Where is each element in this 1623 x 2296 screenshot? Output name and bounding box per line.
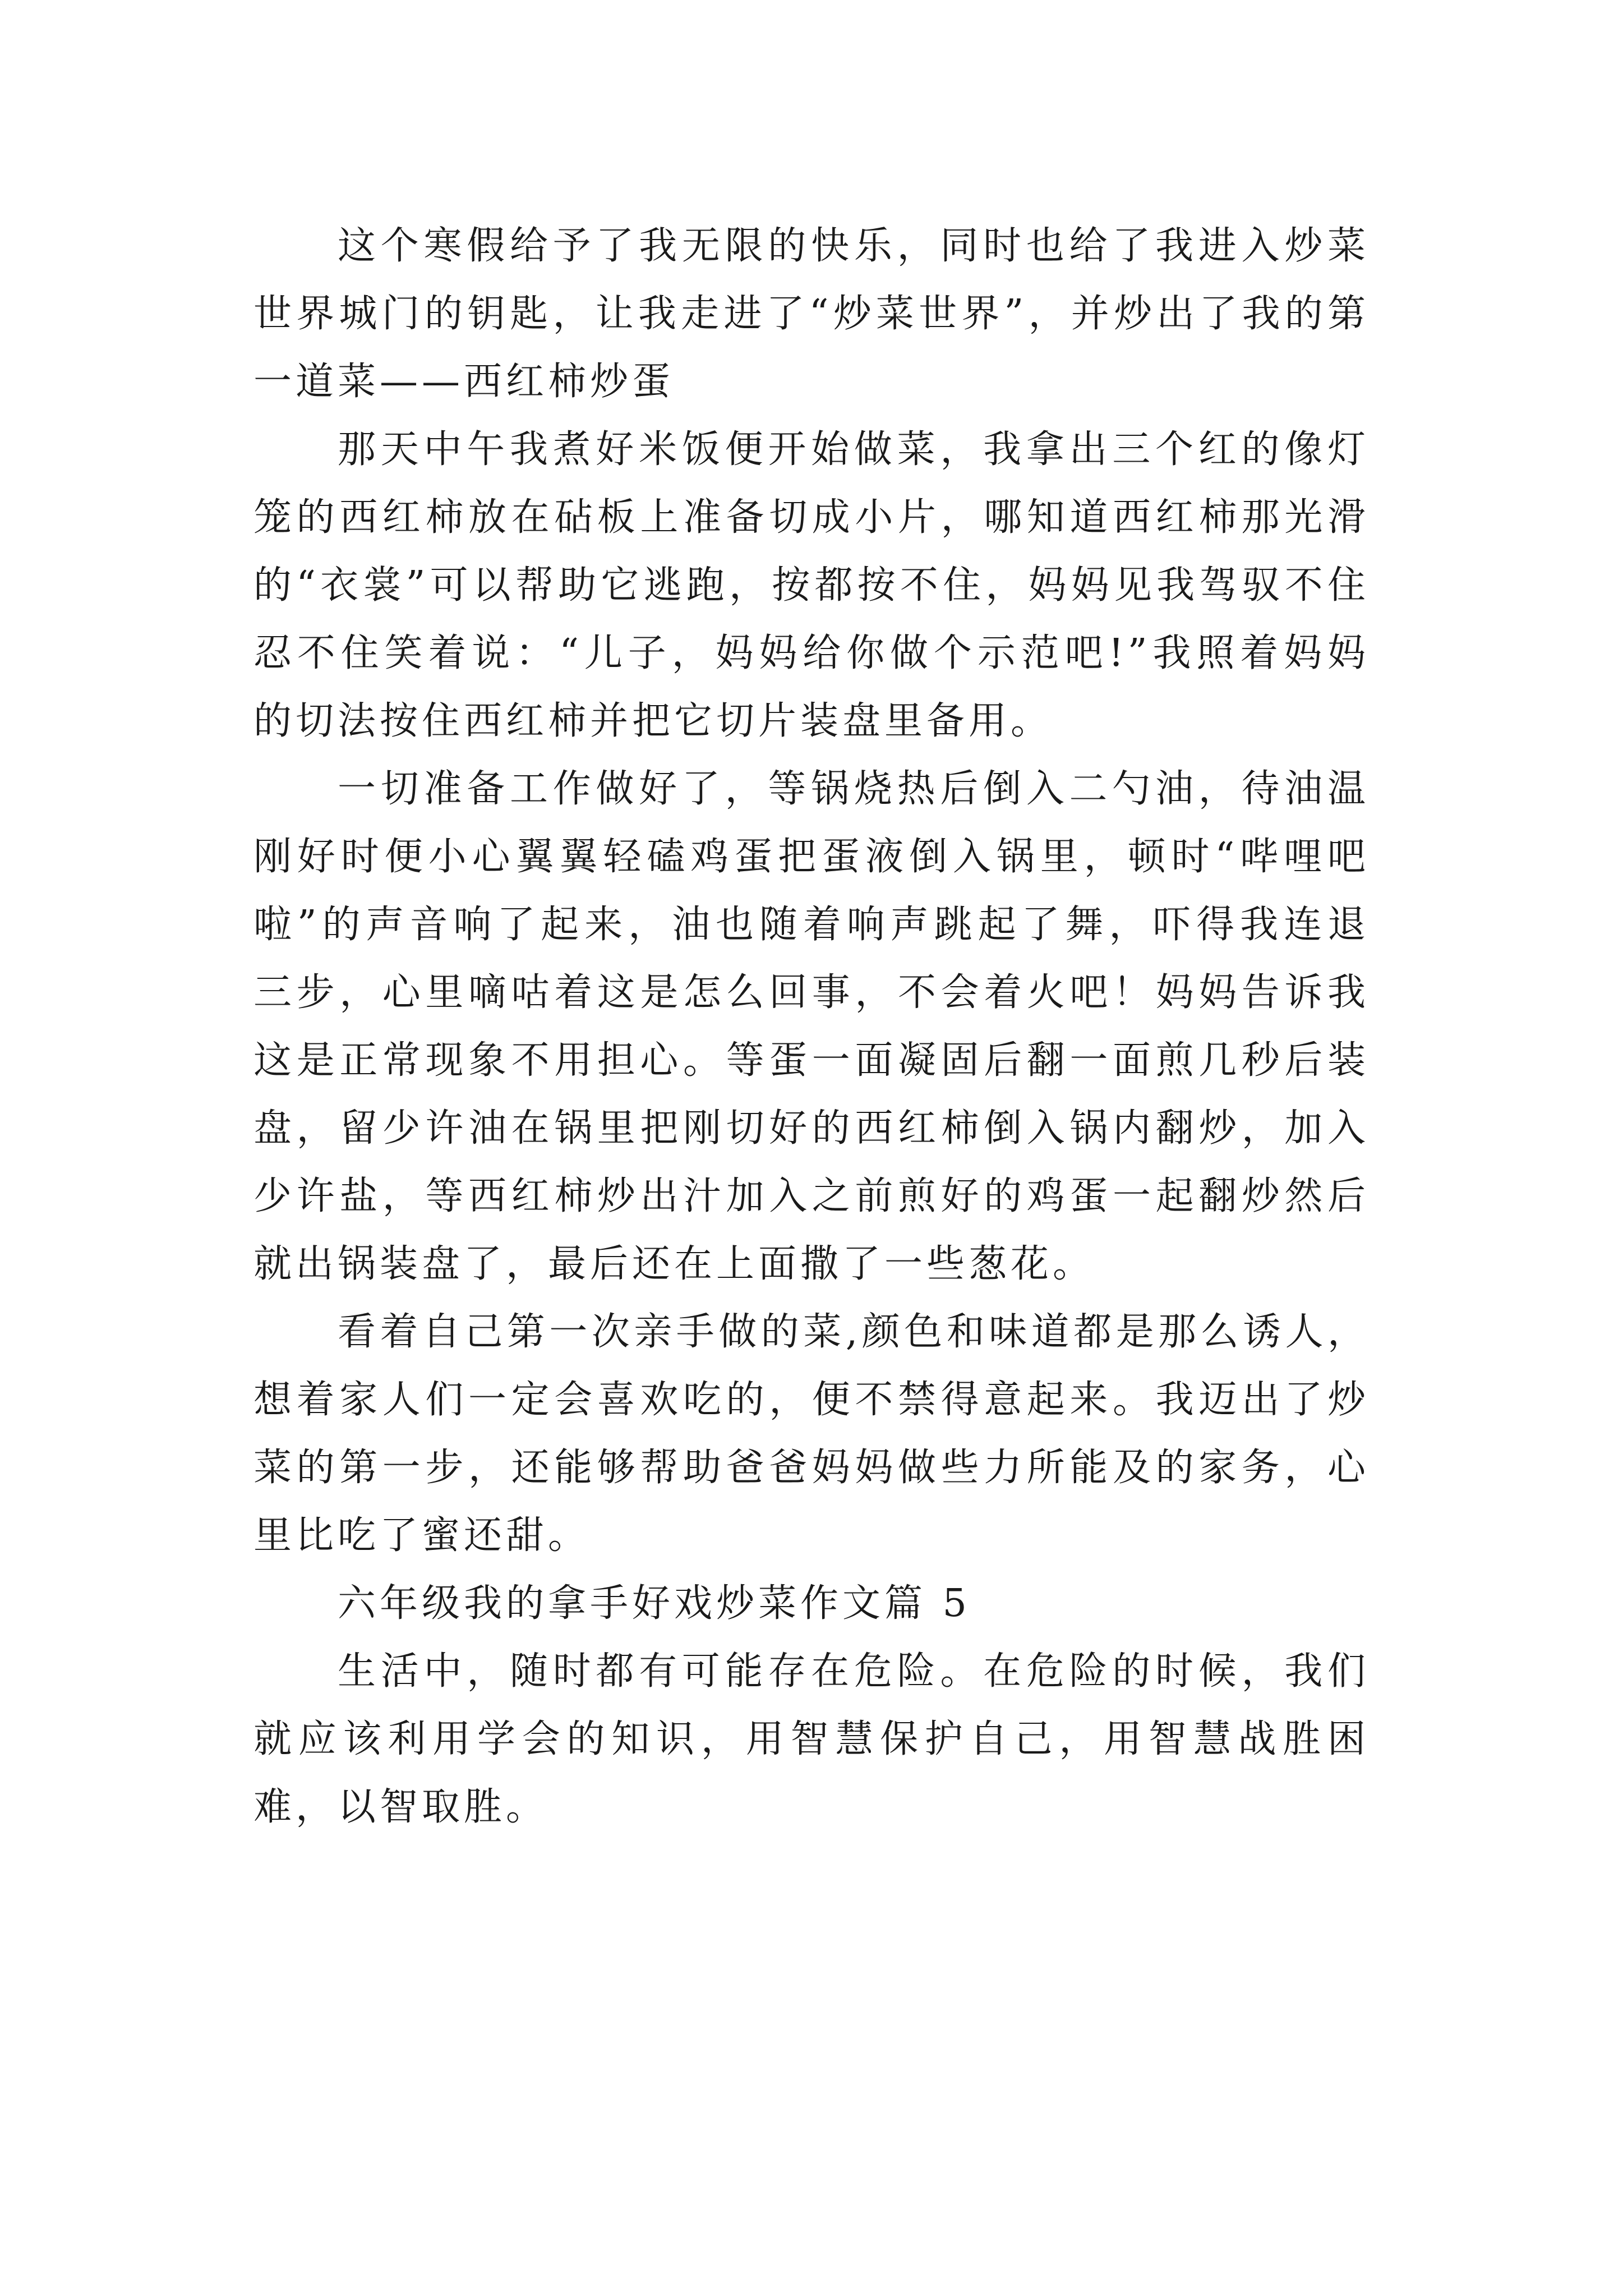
section-heading: 六年级我的拿手好戏炒菜作文篇 5 <box>338 1581 971 1626</box>
paragraph-cooking-process: 一切准备工作做好了，等锅烧热后倒入二勺油，待油温刚好时便小心翼翼轻磕鸡蛋把蛋液倒入锅里，顿时“哔哩吧啦”的声音响了起来，油也随着响声跳起了舞，吓得我连退三步，心里嘀咕着这是怎么回事，不会着火吧！妈妈告诉我这是正常现象不用担心。等蛋一面凝固后翻一面煎几秒后装盘，留少许油在锅里把刚切好的西红柿倒入锅内翻炒，加入少许盐，等西红柿炒出汁加入之前煎好的鸡蛋一起翻炒然后就出锅装盘了，最后还在上面撒了一些葱花。 <box>253 767 1370 1286</box>
paragraph-reflection: 看着自己第一次亲手做的菜,颜色和味道都是那么诱人，想着家人们一定会喜欢吃的，便不禁得意起来。我迈出了炒菜的第一步，还能够帮助爸爸妈妈做些力所能及的家务，心里比吃了蜜还甜。 <box>253 1310 1370 1558</box>
paragraph-cutting-tomatoes: 那天中午我煮好米饭便开始做菜，我拿出三个红的像灯笼的西红柿放在砧板上准备切成小片，哪知道西红柿那光滑的“衣裳”可以帮助它逃跑，按都按不住，妈妈见我驾驭不住忍不住笑着说：“儿子，妈妈给你做个示范吧!”我照着妈妈的切法按住西红柿并把它切片装盘里备用。 <box>253 427 1370 743</box>
paragraph-closing: 生活中，随时都有可能存在危险。在危险的时候，我们就应该利用学会的知识，用智慧保护自己，用智慧战胜困难，以智取胜。 <box>253 1649 1370 1829</box>
document-body <box>253 212 1370 1841</box>
paragraph-intro: 这个寒假给予了我无限的快乐，同时也给了我进入炒菜世界城门的钥匙，让我走进了“炒菜世界”，并炒出了我的第一道菜——西红柿炒蛋 <box>253 224 1370 404</box>
